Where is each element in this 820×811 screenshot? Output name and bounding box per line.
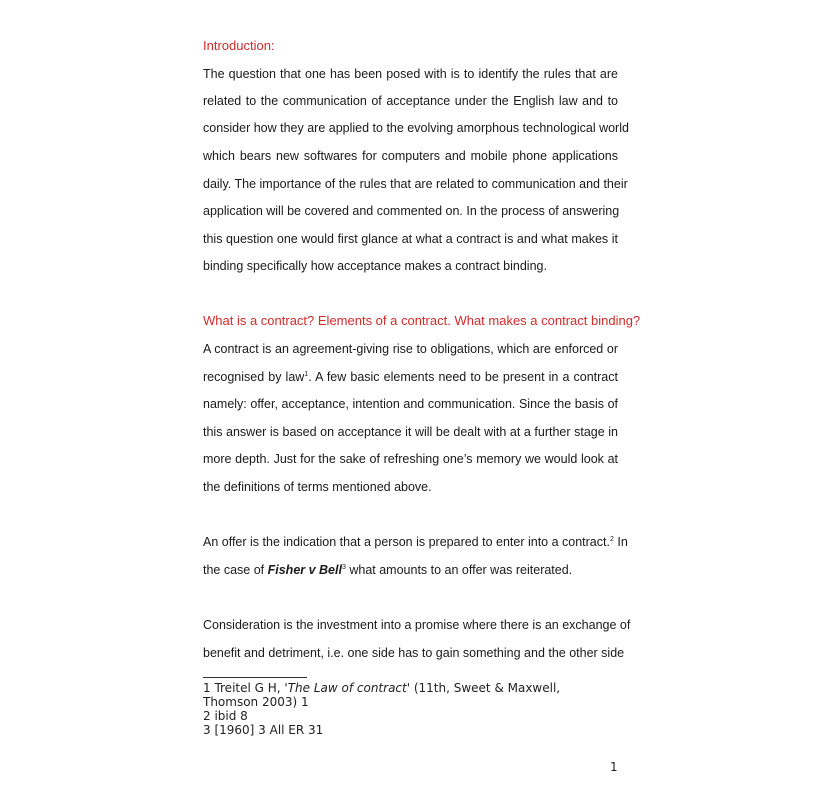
intro-line-6: application will be covered and commented on. In the process of answering [203,204,620,218]
footnote-1-post: (11th, Sweet & Maxwell, [410,681,561,695]
footnote-3: 3 [1960] 3 All ER 31 [203,723,324,737]
intro-line-4: which bears new softwares for computers and mobile phone applications [203,149,618,163]
footnote-ref-1[interactable]: 1 [304,371,309,378]
contract-line-3: namely: offer, acceptance, intention and communication. Since the basis of [203,397,618,411]
offer-line-1-post: In [613,535,628,549]
intro-line-8: binding specifically how acceptance makes a contract binding. [203,259,547,273]
offer-line-1 [203,534,628,550]
intro-line-1: The question that one has been posed with is to identify the rules that are [203,67,618,81]
offer-line-2-pre: the case of [203,563,268,577]
offer-line-2 [203,562,618,578]
contract-line-1: A contract is an agreement-giving rise to obligations, which are enforced or [203,342,618,356]
footnote-ref-2[interactable]: 2 [609,536,614,543]
contract-heading: What is a contract? Elements of a contract. What makes a contract binding? [203,313,641,328]
footnote-1-pre: 1 Treitel G H, ' [203,681,288,695]
footnote-1 [203,681,560,696]
case-name: Fisher v Bell [267,563,342,577]
intro-line-5: daily. The importance of the rules that are related to communication and their [203,177,628,191]
contract-line-2 [203,369,618,385]
footnote-2: 2 ibid 8 [203,709,248,723]
consideration-line-1: Consideration is the investment into a promise where there is an exchange of [203,618,631,632]
page-number: 1 [610,760,618,774]
footnote-1-line-2: Thomson 2003) 1 [203,695,309,709]
footnote-separator [203,677,307,678]
contract-line-4: this answer is based on acceptance it will be dealt with at a further stage in [203,425,618,439]
intro-line-7: this question one would first glance at what a contract is and what makes it [203,232,618,246]
offer-line-2-post: what amounts to an offer was reiterated. [345,563,573,577]
intro-line-2: related to the communication of acceptance under the English law and to [203,94,618,108]
contract-line-2-post: . A few basic elements need to be present in a contract [308,370,618,384]
contract-line-6: the definitions of terms mentioned above. [203,480,432,494]
contract-line-2-pre: recognised by law [203,370,305,384]
footnote-1-title: The Law of contract' [287,681,411,695]
footnote-ref-3[interactable]: 3 [341,564,346,571]
contract-line-5: more depth. Just for the sake of refreshing one’s memory we would look at [203,452,618,466]
consideration-line-2: benefit and detriment, i.e. one side has to gain something and the other side [203,646,625,660]
introduction-heading: Introduction: [203,38,275,53]
offer-line-1-pre: An offer is the indication that a person is prepared to enter into a contract. [203,535,610,549]
intro-line-3: consider how they are applied to the evolving amorphous technological world [203,121,629,135]
